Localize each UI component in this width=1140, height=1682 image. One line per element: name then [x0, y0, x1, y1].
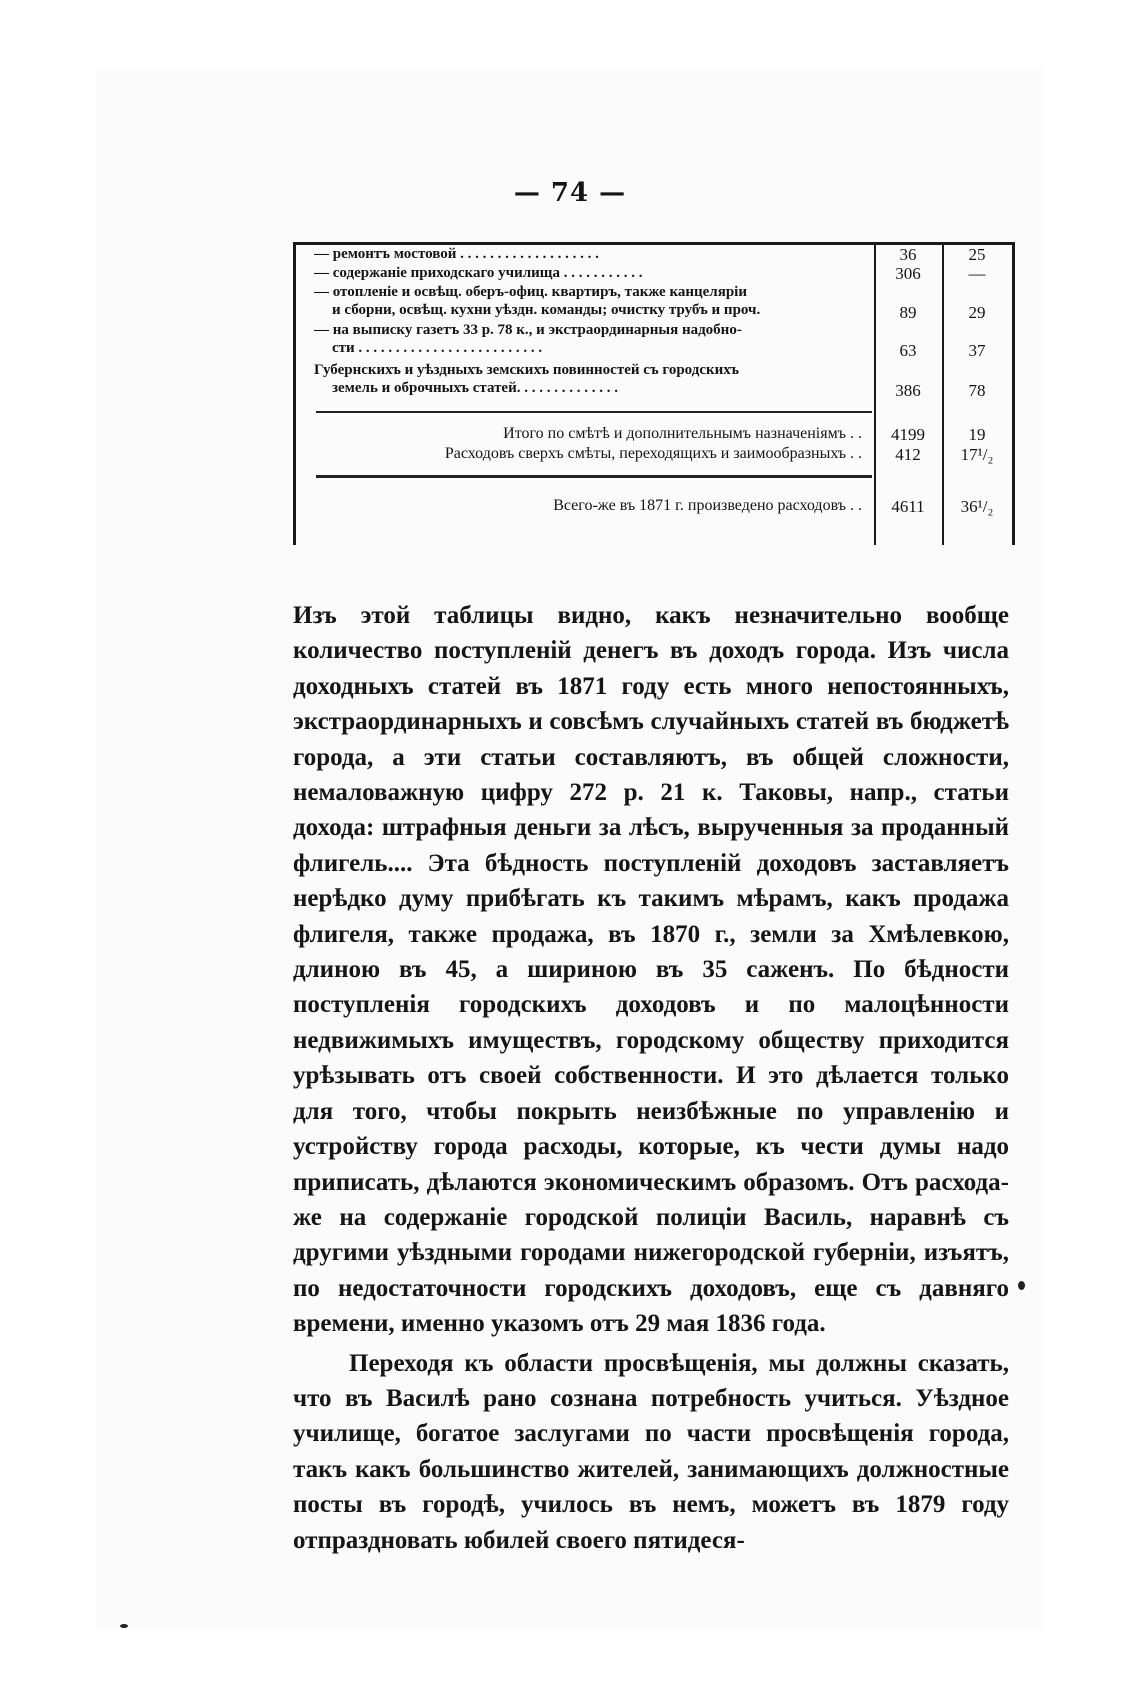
- paragraph: Переходя къ области просвѣщенія, мы должны сказать, что въ Василѣ рано сознана потребность учиться. Уѣздное училище, богатое заслугами по части просвѣщенія города, такъ какъ большинство жителей, занимающихъ должностные посты въ городѣ, училось въ немъ, можетъ въ 1879 году отпраздновать юбилей своего пятидеся-: [293, 1349, 1009, 1554]
- row-description-line1: — на выписку газетъ 33 р. 78 к., и экстраординарныя надобно-: [314, 322, 742, 338]
- body-text: [293, 598, 1009, 1558]
- row-description: — содержаніе приходскаго училища . . . . . . . . . . .: [314, 265, 643, 281]
- table-separator: [316, 411, 872, 413]
- row-description-line1: — отопленіе и освѣщ. оберъ-офиц. квартиръ, также канцеляріи: [314, 284, 747, 300]
- subtotal-label: Итого по смѣтѣ и дополнительнымъ назначеніямъ . .: [503, 425, 862, 442]
- ink-speck: [1018, 1281, 1025, 1290]
- row-kopecks: —: [968, 264, 986, 283]
- row-rubles: 386: [895, 381, 921, 400]
- grand-total-label: Всего-же въ 1871 г. произведено расходовъ . .: [553, 497, 862, 514]
- row-kopecks: 29: [968, 303, 986, 322]
- row-kopecks: 37: [968, 341, 986, 360]
- subtotal-kopecks: 19: [968, 425, 986, 444]
- extra-expenses-kopecks: 17¹/₂: [960, 445, 994, 464]
- row-kopecks: 78: [968, 381, 986, 400]
- expense-table: [293, 242, 1015, 545]
- subtotal-rubles: 4199: [891, 425, 925, 444]
- row-rubles: 63: [899, 341, 917, 360]
- grand-total-kopecks: 36¹/₂: [960, 497, 994, 516]
- extra-expenses-label: Расходовъ сверхъ смѣты, переходящихъ и заимообразныхъ . .: [444, 445, 862, 462]
- ink-speck: [120, 1624, 128, 1628]
- row-description: — ремонтъ мостовой . . . . . . . . . . . . . . . . . . .: [314, 246, 599, 262]
- row-rubles: 306: [895, 264, 921, 283]
- row-kopecks: 25: [968, 245, 986, 264]
- row-description-line2: сти . . . . . . . . . . . . . . . . . . . . . . . . .: [332, 340, 543, 356]
- row-rubles: 89: [899, 303, 917, 322]
- row-description-line2: и сборни, освѣщ. кухни уѣздн. команды; очистку трубъ и проч.: [332, 302, 761, 318]
- row-description-line1: Губернскихъ и уѣздныхъ земскихъ повинностей съ городскихъ: [314, 362, 739, 378]
- row-rubles: 36: [899, 245, 917, 264]
- paragraph: Изъ этой таблицы видно, какъ незначительно вообще количество поступленій денегъ въ доходъ города. Изъ числа доходныхъ статей въ 1871 году есть много непостоянныхъ, экстраординарныхъ и совсѣмъ случайныхъ статей въ бюджетѣ города, а эти статьи составляютъ, въ общей сложности, немаловажную цифру 272 р. 21 к. Таковы, напр., статьи дохода: штрафныя деньги за лѣсъ, вырученныя за проданный флигель.... Эта бѣдность поступленій доходовъ заставляетъ нерѣдко думу прибѣгать къ такимъ мѣрамъ, какъ продажа флигеля, также продажа, въ 1870 г., земли за Хмѣлевкою, длиною въ 45, а шириною въ 35 саженъ. По бѣдности поступленія городскихъ доходовъ и по малоцѣнности недвижимыхъ имуществъ, городскому обществу приходится урѣзывать отъ своей собственности. И это дѣлается только для того, чтобы покрыть неизбѣжные по управленію и устройству города расходы, которые, къ чести думы надо приписать, дѣлаются экономическимъ образомъ. Отъ расхода-же на содержаніе городской полиціи Василь, наравнѣ съ другими уѣздными городами нижегородской губерніи, изъятъ, по недостаточности городскихъ доходовъ, еще съ давняго времени, именно указомъ отъ 29 мая 1836 года.: [293, 602, 1009, 1338]
- page-number: — 74 —: [513, 178, 627, 208]
- table-separator: [316, 475, 872, 478]
- grand-total-rubles: 4611: [891, 497, 925, 516]
- row-description-line2: земель и оброчныхъ статей. . . . . . . . . . . . . .: [332, 380, 618, 396]
- extra-expenses-rubles: 412: [895, 445, 921, 464]
